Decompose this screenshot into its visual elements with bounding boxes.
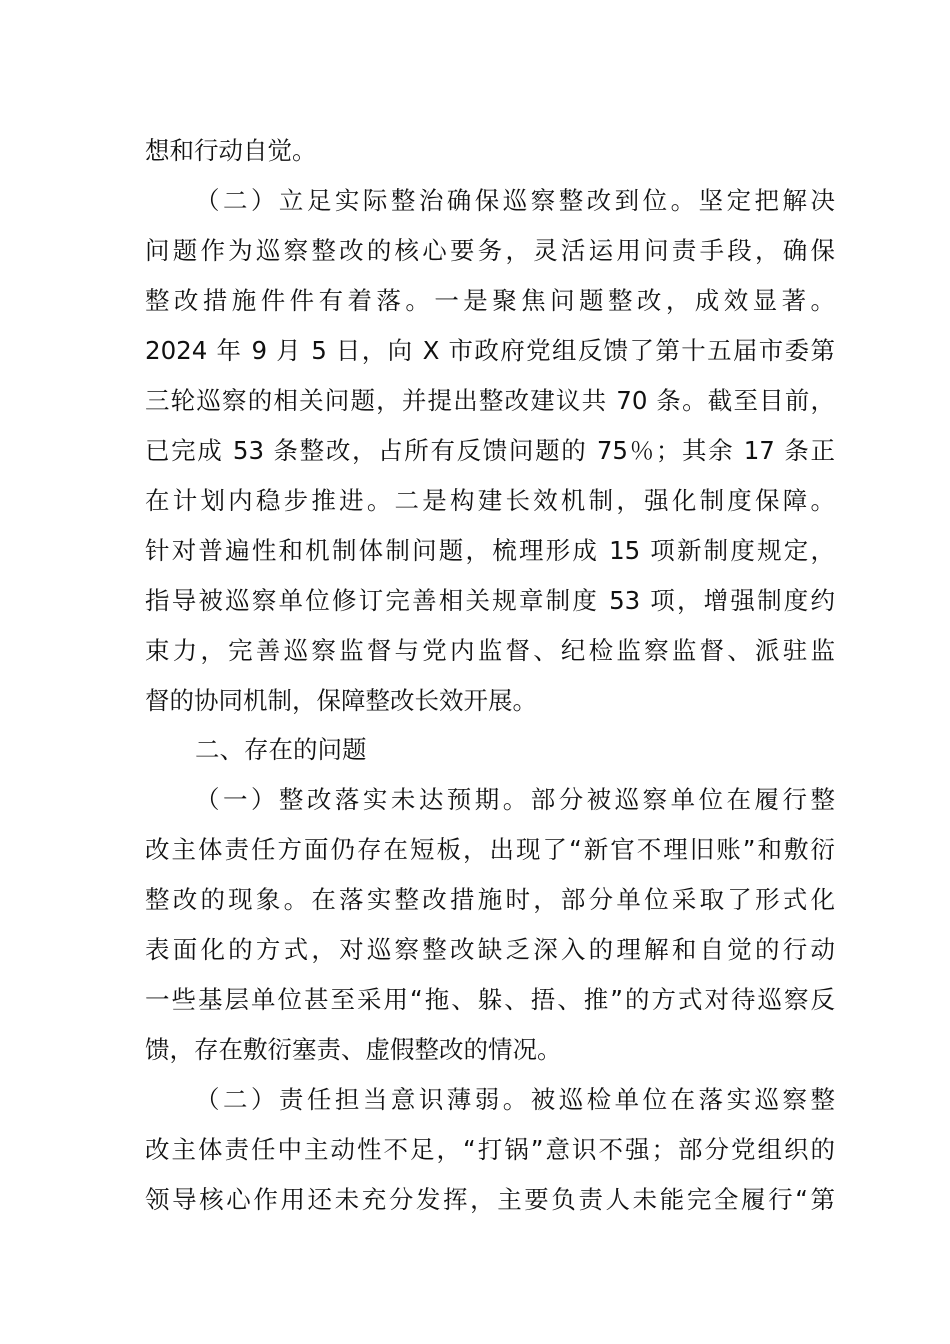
text-line: 已完成 53 条整改，占所有反馈问题的 75％；其余 17 条正 [145, 436, 835, 465]
text-line: 督的协同机制，保障整改长效开展。 [145, 686, 537, 715]
text-line: 改主体责任中主动性不足，“打锅”意识不强；部分党组织的 [145, 1135, 835, 1164]
text-line: 整改的现象。在落实整改措施时，部分单位采取了形式化 [145, 885, 835, 914]
text-line: （二）立足实际整治确保巡察整改到位。坚定把解决 [195, 186, 835, 215]
text-line: 表面化的方式，对巡察整改缺乏深入的理解和自觉的行动 [145, 935, 835, 964]
section-heading: 二、存在的问题 [195, 735, 367, 764]
text-line: 改主体责任方面仍存在短板，出现了“新官不理旧账”和敷衍 [145, 835, 835, 864]
text-line: 三轮巡察的相关问题，并提出整改建议共 70 条。截至目前， [145, 386, 835, 415]
text-line: 束力，完善巡察监督与党内监督、纪检监察监督、派驻监 [145, 636, 835, 665]
text-line: 馈，存在敷衍塞责、虚假整改的情况。 [145, 1035, 562, 1064]
text-line: （一）整改落实未达预期。部分被巡察单位在履行整 [195, 785, 835, 814]
text-line: 一些基层单位甚至采用“拖、躲、捂、推”的方式对待巡察反 [145, 985, 835, 1014]
text-line: 领导核心作用还未充分发挥，主要负责人未能完全履行“第 [145, 1185, 835, 1214]
text-line: 想和行动自觉。 [145, 136, 317, 165]
text-line: 针对普遍性和机制体制问题，梳理形成 15 项新制度规定， [145, 536, 835, 565]
text-line: 指导被巡察单位修订完善相关规章制度 53 项，增强制度约 [145, 586, 835, 615]
text-line: 2024 年 9 月 5 日，向 X 市政府党组反馈了第十五届市委第 [145, 336, 835, 365]
text-line: 整改措施件件有着落。一是聚焦问题整改，成效显著。 [145, 286, 835, 315]
text-line: 在计划内稳步推进。二是构建长效机制，强化制度保障。 [145, 486, 835, 515]
text-line: （二）责任担当意识薄弱。被巡检单位在落实巡察整 [195, 1085, 835, 1114]
text-line: 问题作为巡察整改的核心要务，灵活运用问责手段，确保 [145, 236, 835, 265]
